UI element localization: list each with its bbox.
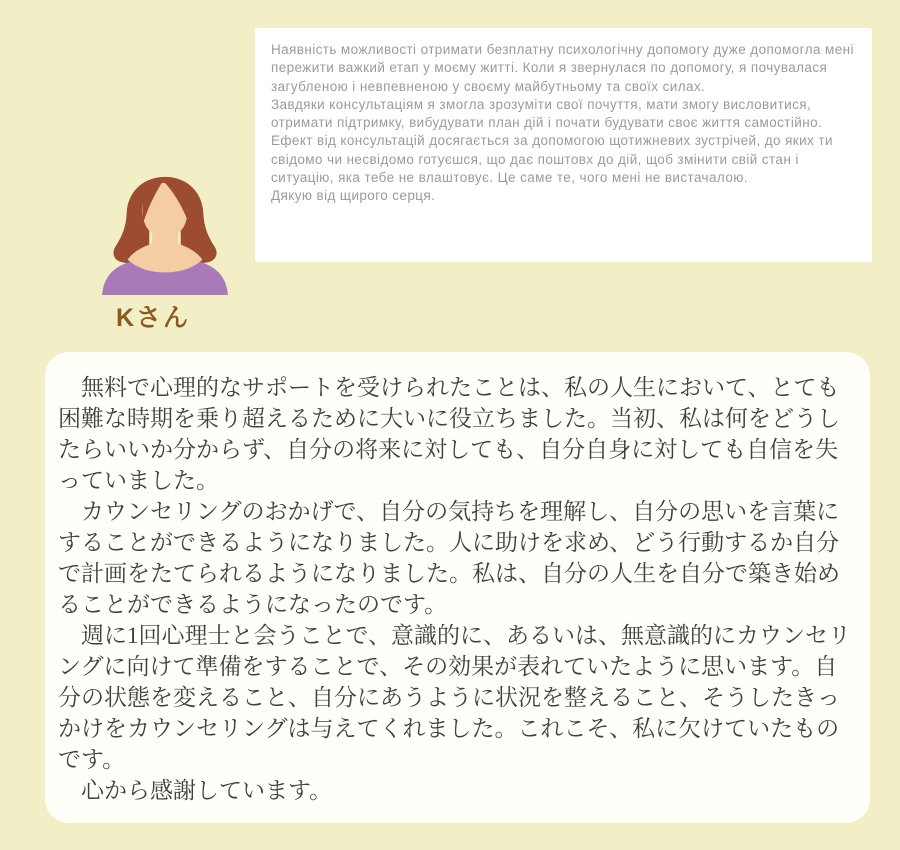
japanese-paragraph-3: 週に1回心理士と会うことで、意識的に、あるいは、無意識的にカウンセリングに向けて準備をすることで、その効果が表れていたように思います。自分の状態を変えること、自分にあうように状況を整えること、そうしたきっかけをカウンセリングは与えてくれました。これこそ、私に欠けていたものです。 <box>58 623 852 772</box>
japanese-testimonial-box <box>45 352 870 823</box>
ukrainian-paragraph-4: Дякую від щирого серця. <box>271 188 436 204</box>
japanese-paragraph-2: カウンセリングのおかげで、自分の気持ちを理解し、自分の思いを言葉にすることができるようになりました。人に助けを求め、どう行動するか自分で計画をたてられるようになりました。私は、自分の人生を自分で築き始めることができるようになったのです。 <box>58 499 840 617</box>
japanese-paragraph-1: 無料で心理的なサポートを受けられたことは、私の人生において、とても困難な時期を乗り超えるために大いに役立ちました。当初、私は何をどうしたらいいか分からず、自分の将来に対しても、自分自身に対しても自信を失っていました。 <box>58 375 840 493</box>
ukrainian-paragraph-3: Ефект від консультацій досягається за допомогою щотижневих зустрічей, до яких ти свідомо чи несвідомо готуєшся, що дає поштовх до дій, щоб змінити свій стан і ситуацію, яка тебе не влаштовує. Це саме те, чого мені не вистачалою. <box>271 133 833 186</box>
ukrainian-testimonial-box <box>255 28 872 262</box>
ukrainian-paragraph-1: Наявність можливості отримати безплатну психологічну допомогу дуже допомогла мені пережити важкий етап у моєму житті. Коли я звернулася по допомогу, я почувалася загубленою і невпевненою у своєму майбутньому та своїх силах. <box>271 42 854 94</box>
japanese-paragraph-4: 心から感謝しています。 <box>81 778 333 803</box>
ukrainian-paragraph-2: Завдяки консультаціям я змогла зрозуміти свої почуття, мати змогу висловитися, отримати підтримку, вибудувати план дій і почати будувати своє життя самостійно. <box>271 96 823 131</box>
woman-avatar-icon <box>100 173 230 295</box>
avatar <box>100 173 230 295</box>
author-name: Kさん <box>116 304 191 332</box>
